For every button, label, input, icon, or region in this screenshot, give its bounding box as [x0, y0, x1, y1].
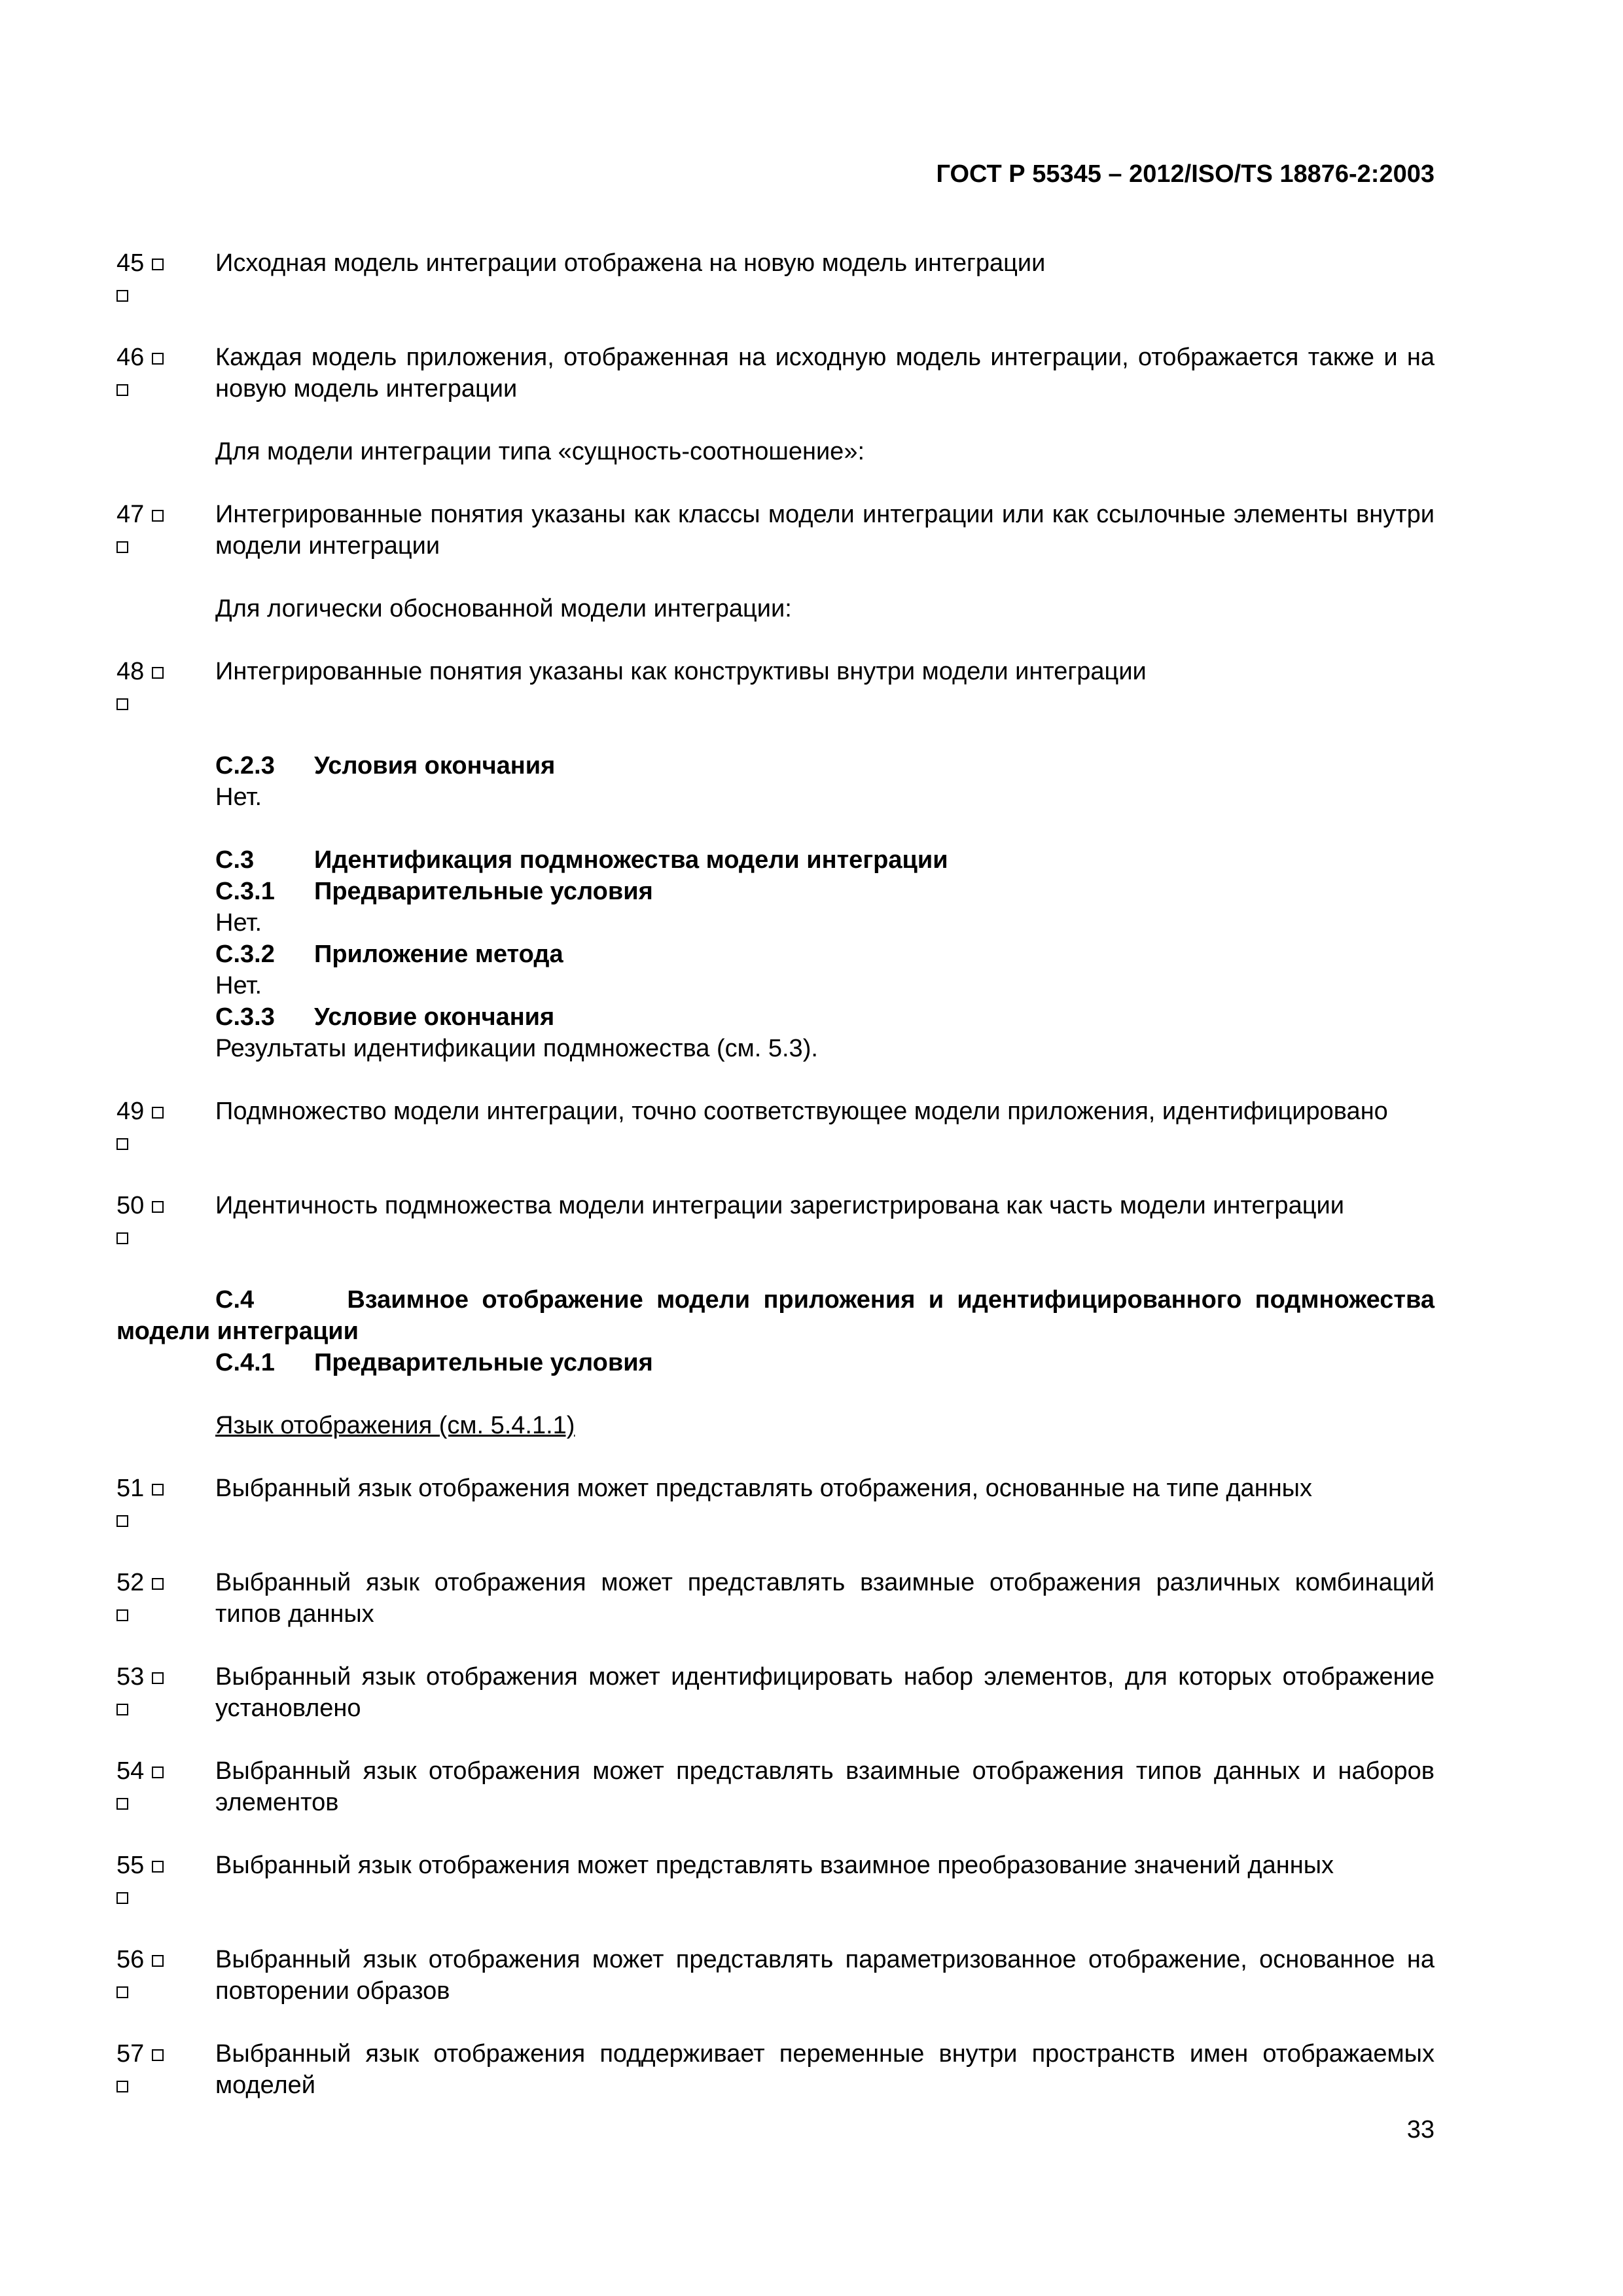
- section-title: Условия окончания: [314, 752, 556, 780]
- section-c23-body: Нет.: [215, 783, 262, 811]
- mapping-language-heading: Язык отображения (см. 5.4.1.1): [215, 1412, 575, 1439]
- item-number-cell: [116, 1473, 215, 1535]
- checklist-group-c: [116, 1473, 1435, 2101]
- checkbox-icon[interactable]: [116, 1232, 128, 1244]
- checkbox-icon[interactable]: [116, 698, 128, 710]
- item-text: Интегрированные понятия указаны как классы модели интеграции или как ссылочные элементы внутри модели интеграции: [215, 501, 1435, 560]
- logic-model-paragraph: Для логически обоснованной модели интеграции:: [215, 595, 792, 622]
- item-number: 51: [116, 1475, 145, 1502]
- checklist-item: [116, 1944, 1435, 2007]
- checkbox-icon[interactable]: [116, 1798, 128, 1810]
- checklist-item: [116, 342, 1435, 404]
- checkbox-icon[interactable]: [116, 2081, 128, 2092]
- section-title: Предварительные условия: [314, 878, 653, 905]
- item-number: 45: [116, 249, 145, 277]
- checkbox-icon[interactable]: [152, 1578, 164, 1590]
- checkbox-icon[interactable]: [116, 1138, 128, 1150]
- item-number-cell: [116, 247, 215, 310]
- section-code: С.2.3: [215, 752, 275, 780]
- item-number-cell: [116, 342, 215, 404]
- checkbox-icon[interactable]: [116, 1986, 128, 1998]
- item-number-cell: [116, 1850, 215, 1912]
- item-number: 52: [116, 1569, 145, 1596]
- section-code: С.3.1: [215, 878, 275, 905]
- content-flow: [116, 247, 1435, 2132]
- section-c3-heading: [215, 844, 1435, 876]
- checklist-item: [116, 1755, 1435, 1818]
- checkbox-icon[interactable]: [116, 1609, 128, 1621]
- item-number-cell: [116, 1190, 215, 1253]
- item-number-cell: [116, 1096, 215, 1158]
- checklist-group-a: [116, 247, 1435, 404]
- item-number-cell: [116, 499, 215, 562]
- checklist-item: [116, 2038, 1435, 2101]
- checkbox-icon[interactable]: [152, 259, 164, 270]
- item-text: Идентичность подмножества модели интеграции зарегистрирована как часть модели интеграции: [215, 1192, 1344, 1219]
- item-number: 56: [116, 1946, 145, 1973]
- section-code: С.3: [215, 846, 255, 874]
- section-c33-body: Результаты идентификации подмножества (см. 5.3).: [215, 1035, 818, 1062]
- section-code: С.4: [215, 1286, 255, 1314]
- item-number-cell: [116, 2038, 215, 2101]
- checkbox-icon[interactable]: [116, 384, 128, 396]
- section-c23-heading: [215, 750, 1435, 781]
- checkbox-icon[interactable]: [152, 353, 164, 365]
- section-c33-heading: [215, 1001, 1435, 1033]
- section-c31-heading: [215, 876, 1435, 907]
- checkbox-icon[interactable]: [152, 1767, 164, 1778]
- item-text: Исходная модель интеграции отображена на новую модель интеграции: [215, 249, 1046, 277]
- checklist-group-b: [116, 1096, 1435, 1253]
- section-code: С.4.1: [215, 1349, 275, 1376]
- standard-header: ГОСТ Р 55345 – 2012/ISO/TS 18876-2:2003: [936, 160, 1435, 188]
- checkbox-icon[interactable]: [152, 1484, 164, 1496]
- item-number-cell: [116, 1944, 215, 2007]
- item-number: 47: [116, 501, 145, 528]
- checkbox-icon[interactable]: [152, 1201, 164, 1213]
- checkbox-icon[interactable]: [116, 541, 128, 553]
- checkbox-icon[interactable]: [116, 1704, 128, 1715]
- checkbox-icon[interactable]: [152, 2049, 164, 2061]
- section-code: С.3.2: [215, 941, 275, 968]
- checkbox-icon[interactable]: [116, 1892, 128, 1904]
- checklist-group-47: [116, 499, 1435, 562]
- item-number: 48: [116, 658, 145, 685]
- section-c31-body: Нет.: [215, 909, 262, 937]
- item-text: Выбранный язык отображения может представлять отображения, основанные на типе данных: [215, 1475, 1312, 1502]
- checkbox-icon[interactable]: [152, 1672, 164, 1684]
- checklist-item: [116, 1096, 1435, 1158]
- item-text: Выбранный язык отображения может представлять взаимные отображения типов данных и наборов элементов: [215, 1757, 1435, 1816]
- section-title: Приложение метода: [314, 941, 563, 968]
- section-title: Предварительные условия: [314, 1349, 653, 1376]
- item-text: Подмножество модели интеграции, точно соответствующее модели приложения, идентифицировано: [215, 1098, 1388, 1125]
- checkbox-icon[interactable]: [152, 667, 164, 679]
- item-text: Выбранный язык отображения может представлять взаимное преобразование значений данных: [215, 1852, 1334, 1879]
- section-c32-heading: [215, 939, 1435, 970]
- item-text: Интегрированные понятия указаны как конструктивы внутри модели интеграции: [215, 658, 1147, 685]
- checklist-item: [116, 656, 1435, 719]
- item-text: Каждая модель приложения, отображенная на исходную модель интеграции, отображается также и на новую модель интеграции: [215, 344, 1435, 403]
- item-text: Выбранный язык отображения может представлять взаимные отображения различных комбинаций типов данных: [215, 1569, 1435, 1628]
- checkbox-icon[interactable]: [116, 290, 128, 302]
- er-model-paragraph: Для модели интеграции типа «сущность-соотношение»:: [215, 438, 865, 465]
- page-number: 33: [1406, 2116, 1435, 2144]
- item-text: Выбранный язык отображения может идентифицировать набор элементов, для которых отображение установлено: [215, 1663, 1435, 1722]
- section-title: Условие окончания: [314, 1003, 555, 1031]
- section-c4-heading: [116, 1284, 1435, 1347]
- checklist-item: [116, 247, 1435, 310]
- section-title: Взаимное отображение модели приложения и идентифицированного подмножества модели интеграции: [116, 1286, 1435, 1345]
- checkbox-icon[interactable]: [152, 1955, 164, 1967]
- item-number-cell: [116, 656, 215, 719]
- checklist-item: [116, 1567, 1435, 1630]
- item-number: 50: [116, 1192, 145, 1219]
- item-number: 53: [116, 1663, 145, 1691]
- checklist-item: [116, 499, 1435, 562]
- checklist-item: [116, 1473, 1435, 1535]
- item-number-cell: [116, 1661, 215, 1724]
- section-c41-heading: [215, 1347, 1435, 1378]
- checklist-group-48: [116, 656, 1435, 719]
- item-number: 54: [116, 1757, 145, 1785]
- item-number: 55: [116, 1852, 145, 1879]
- item-text: Выбранный язык отображения поддерживает переменные внутри пространств имен отображаемых моделей: [215, 2040, 1435, 2099]
- section-c32-body: Нет.: [215, 972, 262, 999]
- item-number-cell: [116, 1755, 215, 1818]
- item-text: Выбранный язык отображения может представлять параметризованное отображение, основанное на повторении образов: [215, 1946, 1435, 2005]
- item-number: 49: [116, 1098, 145, 1125]
- checklist-item: [116, 1661, 1435, 1724]
- checkbox-icon[interactable]: [152, 1107, 164, 1119]
- checkbox-icon[interactable]: [116, 1515, 128, 1527]
- section-title: Идентификация подмножества модели интеграции: [314, 846, 948, 874]
- checklist-item: [116, 1850, 1435, 1912]
- item-number: 46: [116, 344, 145, 371]
- checklist-item: [116, 1190, 1435, 1253]
- checkbox-icon[interactable]: [152, 510, 164, 522]
- checkbox-icon[interactable]: [152, 1861, 164, 1873]
- item-number: 57: [116, 2040, 145, 2068]
- section-code: С.3.3: [215, 1003, 275, 1031]
- item-number-cell: [116, 1567, 215, 1630]
